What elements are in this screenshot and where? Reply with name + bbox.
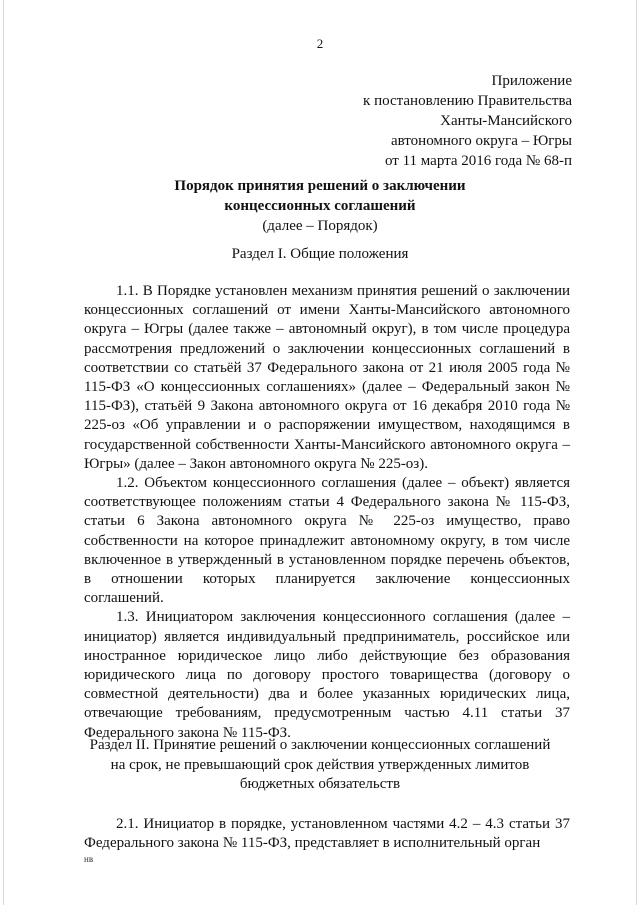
page-number: 2 — [316, 36, 324, 51]
appendix-line: Приложение — [491, 73, 572, 89]
appendix-line: автономного округа – Югры — [390, 133, 572, 149]
paragraph-1-3: 1.3. Инициатором заключения концессионного соглашения (далее – инициатор) является индивидуальный предприниматель, российское или иностранное юридическое лицо либо действующие без образования юридического лица по договору простого товарищества (договору о совместной деятельности) два и более указанных юридических лица, отвечающие требованиям, предусмотренным частью 4.11 статьи 37 Федерального закона № 115-ФЗ. — [84, 609, 570, 741]
title-line: концессионных соглашений — [224, 198, 416, 214]
section-2-heading-line: бюджетных обязательств — [239, 776, 401, 792]
scan-edge-right — [636, 0, 637, 905]
paragraph-2-1: 2.1. Инициатор в порядке, установленном частями 4.2 – 4.3 статьи 37 Федерального закона № 115-ФЗ, представляет в исполнительный орган — [84, 816, 570, 852]
paragraph-1-1: 1.1. В Порядке установлен механизм принятия решений о заключении концессионных соглашений от имени Ханты-Мансийского автономного округа – Югры (далее также – автономный округ), в том числе процедура рассмотрения предложений о заключении концессионных соглашений в соответствии со статьёй 37 Федерального закона от 21 июля 2005 года № 115-ФЗ «О концессионных соглашениях» (далее – Федеральный закон № 115-ФЗ), статьёй 9 Закона автономного округа от 16 декабря 2010 года № 225-оз «Об управлении и о распоряжении имуществом, находящимся в государственной собственности Ханты-Мансийского автономного округа – Югры» (далее – Закон автономного округа № 225-оз). — [84, 283, 570, 472]
title-line: Порядок принятия решений о заключении — [174, 178, 466, 194]
appendix-line: Ханты-Мансийского — [440, 113, 572, 129]
title-subtitle: (далее – Порядок) — [262, 218, 378, 234]
section-1-heading: Раздел I. Общие положения — [231, 246, 409, 262]
section-2-heading-line: Раздел II. Принятие решений о заключении концессионных соглашений — [89, 737, 551, 753]
section-2-heading-line: на срок, не превышающий срок действия утвержденных лимитов — [110, 756, 530, 773]
appendix-line: к постановлению Правительства — [363, 93, 572, 109]
scan-edge-left — [3, 0, 4, 905]
section-2-heading — [72, 736, 568, 795]
document-title — [0, 176, 640, 236]
section-1-body — [84, 282, 570, 743]
section-2-body — [84, 815, 570, 853]
appendix-line: от 11 марта 2016 года № 68-п — [384, 153, 572, 169]
appendix-block — [363, 71, 572, 171]
paragraph-1-2: 1.2. Объектом концессионного соглашения (далее – объект) является соответствующее положениям статьи 4 Федерального закона № 115-ФЗ, статьи 6 Закона автономного округа № 225-оз имущество, право собственности на которое принадлежит автономному округу, в том числе включенное в утвержденный в установленном порядке перечень объектов, в отношении которых планируется заключение концессионных соглашений. — [84, 475, 570, 607]
footer-initials: нв — [84, 854, 94, 864]
